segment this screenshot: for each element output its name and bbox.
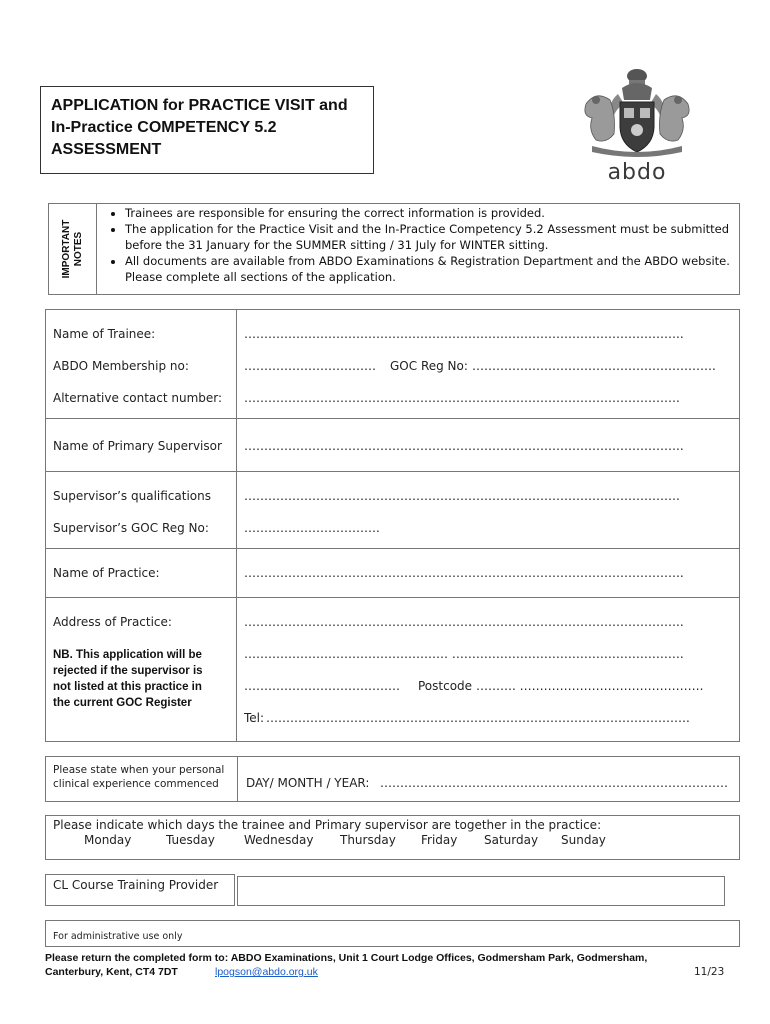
nb-line: not listed at this practice in	[53, 681, 202, 693]
day-option-tuesday[interactable]: Tuesday	[166, 833, 215, 847]
note-item: • Trainees are responsible for ensuring the correct information is provided.	[125, 205, 737, 221]
experience-label-line: Please state when your personal	[53, 764, 225, 776]
experience-divider	[237, 756, 238, 802]
table-divider	[45, 418, 740, 419]
note-item: • The application for the Practice Visit and the In-Practice Competency 5.2 Assessment must be submitted before the 31 January for the SUMMER sitting / 31 July for WINTER sitting.	[125, 221, 737, 253]
experience-label-line: clinical experience commenced	[53, 778, 219, 790]
trainee-name-label: Name of Trainee:	[53, 327, 156, 341]
cl-course-field[interactable]	[237, 876, 725, 906]
table-column-divider	[236, 309, 237, 742]
nb-line: rejected if the supervisor is	[53, 665, 203, 677]
address-line-2-field[interactable]: …………………………………………… ………………………………………………….	[244, 647, 684, 661]
goc-reg-label: GOC Reg No:	[390, 359, 468, 373]
alt-contact-label: Alternative contact number:	[53, 391, 223, 405]
day-option-friday[interactable]: Friday	[421, 833, 458, 847]
tel-label: Tel:	[244, 711, 265, 725]
form-title	[40, 86, 374, 174]
practice-name-label: Name of Practice:	[53, 566, 160, 580]
notes-list	[99, 205, 737, 285]
admin-use-label: For administrative use only	[53, 931, 183, 942]
supervisor-qualifications-field[interactable]: ……………………………………………………………………………………………….	[244, 489, 680, 503]
supervisor-name-label: Name of Primary Supervisor	[53, 439, 222, 453]
address-line-3-field[interactable]: …………………………………	[244, 679, 400, 693]
form-version: 11/23	[694, 966, 725, 978]
trainee-name-field[interactable]: ………………………………………………………………………………………………..	[244, 327, 684, 341]
abdo-logo-text: abdo	[607, 160, 667, 185]
notes-label-line-1: IMPORTANT	[60, 219, 72, 279]
nb-line: NB. This application will be	[53, 649, 202, 661]
day-option-saturday[interactable]: Saturday	[484, 833, 539, 847]
title-line-1: APPLICATION for PRACTICE VISIT and	[51, 97, 348, 114]
tel-field[interactable]: …………………………………………………………………………………………….	[266, 711, 690, 725]
experience-label	[53, 763, 224, 791]
postcode-label: Postcode	[418, 679, 473, 693]
notes-label-line-2: NOTES	[72, 231, 84, 267]
postcode-field[interactable]: ………. ……………………………………….	[476, 679, 704, 693]
date-label: DAY/ MONTH / YEAR:	[246, 776, 370, 790]
important-notes-label	[49, 204, 97, 294]
days-prompt: Please indicate which days the trainee and Primary supervisor are together in the practice:	[53, 818, 602, 832]
return-address-line-2: Canterbury, Kent, CT4 7DT	[45, 966, 178, 978]
supervisor-warning-note	[53, 647, 233, 711]
membership-field[interactable]: ……………………………	[244, 359, 376, 373]
abdo-coat-of-arms-icon	[566, 64, 708, 160]
table-divider	[45, 548, 740, 549]
day-option-monday[interactable]: Monday	[84, 833, 132, 847]
experience-date-field[interactable]: ……………………………………………………………………………	[380, 776, 728, 790]
day-option-sunday[interactable]: Sunday	[561, 833, 606, 847]
nb-line: the current GOC Register	[53, 697, 192, 709]
important-notes	[48, 203, 740, 295]
practice-name-field[interactable]: ………………………………………………………………………………………………..	[244, 566, 684, 580]
supervisor-name-field[interactable]: ………………………………………………………………………………………………..	[244, 439, 684, 453]
membership-label: ABDO Membership no:	[53, 359, 189, 373]
note-item: • All documents are available from ABDO Examinations & Registration Department and the ABDO website. Please complete all sections of the application.	[125, 253, 737, 285]
cl-course-label: CL Course Training Provider	[53, 878, 219, 892]
supervisor-qualifications-label: Supervisor’s qualifications	[53, 489, 211, 503]
abdo-logo	[566, 64, 708, 188]
alt-contact-field[interactable]: ……………………………………………………………………………………………….	[244, 391, 680, 405]
table-divider	[45, 471, 740, 472]
day-option-wednesday[interactable]: Wednesday	[244, 833, 314, 847]
supervisor-goc-field[interactable]: …………………………….	[244, 521, 380, 535]
title-line-2: In-Practice COMPETENCY 5.2	[51, 119, 277, 136]
contact-email-link[interactable]: lpogson@abdo.org.uk	[215, 966, 318, 978]
goc-reg-field[interactable]: …………………………………………………….	[472, 359, 716, 373]
address-line-1-field[interactable]: ………………………………………………………………………………………………..	[244, 615, 684, 629]
day-option-thursday[interactable]: Thursday	[340, 833, 396, 847]
practice-address-label: Address of Practice:	[53, 615, 172, 629]
supervisor-goc-label: Supervisor’s GOC Reg No:	[53, 521, 209, 535]
table-divider	[45, 597, 740, 598]
title-line-3: ASSESSMENT	[51, 141, 162, 158]
return-address-line-1: Please return the completed form to: ABDO Examinations, Unit 1 Court Lodge Offices, Godmersham Park, Godmersham,	[45, 952, 648, 964]
